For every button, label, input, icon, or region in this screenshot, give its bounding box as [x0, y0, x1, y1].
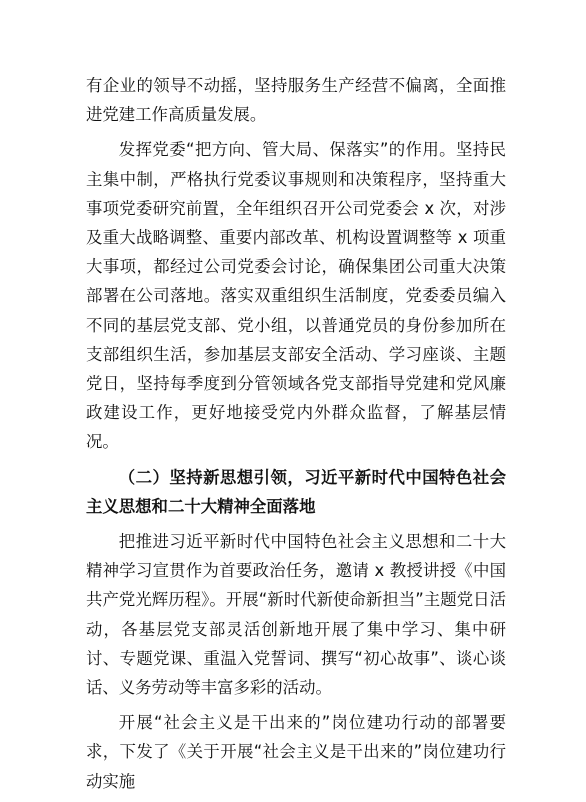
section-heading: （二）坚持新思想引领，习近平新时代中国特色社会主义思想和二十大精神全面落地: [86, 467, 506, 516]
document-body: [86, 71, 506, 802]
paragraph-continuation: 有企业的领导不动摇，坚持服务生产经营不偏离，全面推进党建工作高质量发展。: [86, 76, 506, 125]
paragraph-post-action: 开展“社会主义是干出来的”岗位建功行动的部署要求，下发了《关于开展“社会主义是干出来的”岗位建功行动实施: [86, 713, 506, 791]
paragraph-study-campaign: 把推进习近平新时代中国特色社会主义思想和二十大精神学习宣贯作为首要政治任务，邀请 x 教授讲授《中国共产党光辉历程》。开展“新时代新使命新担当”主题党日活动，各基层党支部灵活创新地开展了集中学习、集中研讨、专题党课、重温入党誓词、撰写“初心故事”、谈心谈话、义务劳动等丰富多彩的活动。: [86, 532, 506, 698]
paragraph-party-committee-role: 发挥党委“把方向、管大局、保落实”的作用。坚持民主集中制，严格执行党委议事规则和决策程序，坚持重大事项党委研究前置，全年组织召开公司党委会 x 次，对涉及重大战略调整、重要内部改革、机构设置调整等 x 项重大事项，都经过公司党委会讨论，确保集团公司重大决策部署在公司落地。落实双重组织生活制度，党委委员编入不同的基层党支部、党小组，以普通党员的身份参加所在支部组织生活，参加基层支部安全活动、学习座谈、主题党日，坚持每季度到分管领域各党支部指导党建和党风廉政建设工作，更好地接受党内外群众监督，了解基层情况。: [86, 140, 506, 452]
